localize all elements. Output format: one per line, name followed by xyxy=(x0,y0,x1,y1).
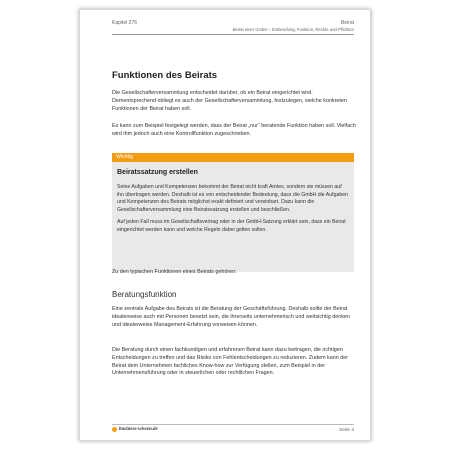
page-number: Seite 3 xyxy=(339,428,354,433)
header-section: Beirat xyxy=(340,20,354,26)
header-chapter: Kapitel 276 xyxy=(112,20,138,26)
infobox-text-1: Seine Aufgaben und Kompetenzen bekommt der Beirat nicht kraft Amtes, sondern sie müssen auf ihn übertragen werden. Deshalb ist es von entscheidender Bedeutung, dass die GmbH die Aufgaben und Kompetenzen des Beirats möglichst exakt definiert und vereinbart. Dazu kann die Gesellschafterversammlung eine Beiratssatzung erstellen und beschließen. xyxy=(117,184,348,213)
logo-text: business-wissen.de xyxy=(119,427,158,432)
paragraph-intro: Die Gesellschafterversammlung entscheidet darüber, ob ein Beirat eingerichtet wird. Dementsprechend obliegt es auch der Gesellschafterversammlung, festzulegen, welche konkreten Funktionen der Beirat haben soll. xyxy=(112,90,347,112)
infobox-label: Wichtig xyxy=(112,153,354,162)
section-heading: Beratungsfunktion xyxy=(112,290,177,299)
infobox xyxy=(112,162,354,272)
footer-divider xyxy=(112,424,354,425)
header-divider xyxy=(112,34,354,35)
infobox-title: Beiratssatzung erstellen xyxy=(117,169,198,176)
paragraph-advice-2: Die Beratung durch einen fachkundigen und erfahrenen Beirat kann dazu beitragen, die richtigen Entscheidungen zu treffen und das Risiko von Fehlentscheidungen zu reduzieren. Zudem kann der Beirat dem Unternehmen fachliches Know-how zur Verfügung stellen, zum Beispiel in der Unternehmensführung oder in steuerlichen oder rechtlichen Fragen. xyxy=(112,347,349,377)
document-page xyxy=(79,9,371,441)
footer-logo xyxy=(112,427,158,432)
header-subtitle: Beirat einer GmbH – Einberufung, Funktion, Rechte und Pflichten xyxy=(232,27,354,32)
paragraph-list-intro: Zu den typischen Funktionen eines Beirats gehören: xyxy=(112,269,237,275)
infobox-text-2: Auf jeden Fall muss im Gesellschaftsvertrag oder in der GmbH-Satzung erklärt sein, dass ein Beirat eingerichtet werden kann und welche Regeln dabei gelten sollen. xyxy=(117,219,346,233)
paragraph-advice-1: Eine zentrale Aufgabe des Beirats ist die Beratung der Geschäftsführung. Deshalb sollte der Beirat idealerweise auch mit Personen besetzt sein, die ihrerseits unternehmerisch und weitsichtig denken und idealerweise Management-Erfahrung vorweisen können. xyxy=(112,306,350,328)
paragraph-function-example: Es kann zum Beispiel festgelegt werden, dass der Beirat „nur“ beratende Funktion haben soll. Vielfach wird ihm jedoch auch eine Kontrollfunktion zugeschrieben. xyxy=(112,123,356,137)
logo-dot-icon xyxy=(112,427,117,432)
page-title: Funktionen des Beirats xyxy=(112,70,218,81)
